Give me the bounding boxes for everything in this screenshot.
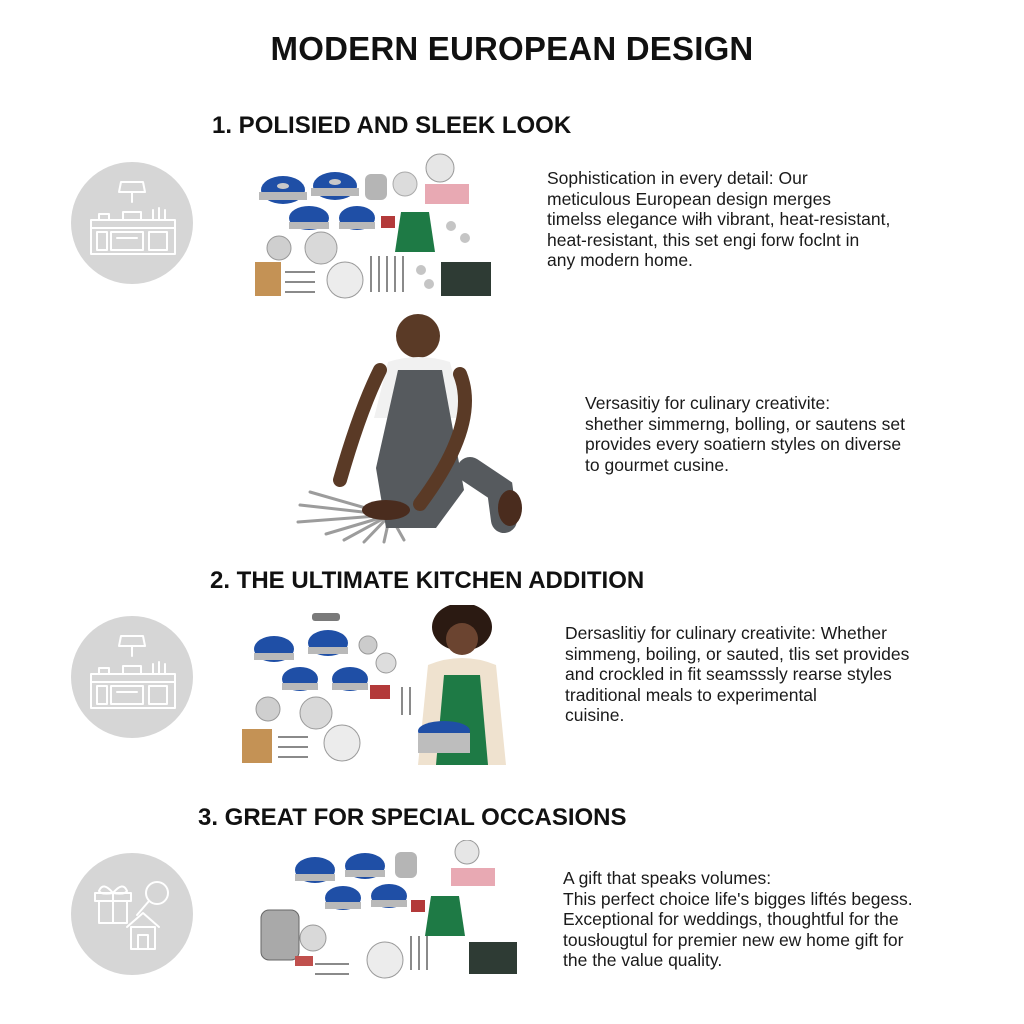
electric-kettle	[261, 910, 299, 960]
gift-and-house-key-icon	[71, 853, 193, 975]
paragraph-line: This perfect choice life's bigges liftés begess.	[563, 888, 913, 909]
section-3-icon-circle	[71, 853, 193, 975]
paragraph-line: Versasitiy for culinary creativite:	[585, 393, 831, 413]
page-title: MODERN EUROPEAN DESIGN	[270, 30, 754, 67]
blue-pot	[339, 206, 375, 230]
paragraph-line: shether simmerng, bolling, or sautens set	[585, 413, 906, 434]
paragraph-line: Sophistication in every detail: Our	[547, 168, 808, 188]
paragraph-line: any modern home.	[547, 250, 693, 270]
cookware-set-photo-1	[245, 152, 495, 307]
section-2-heading: 2. THE ULTIMATE KITCHEN ADDITION	[210, 567, 645, 594]
paragraph-line: Exceptional for weddings, thoughtful for the	[563, 909, 899, 929]
cookware-set-photo-2	[238, 605, 518, 770]
paragraph-line: timelss elegance wiłh vibrant, heat-resistant,	[547, 209, 891, 229]
section-3-paragraph	[563, 868, 913, 971]
paragraph-line: the the value quality.	[563, 950, 723, 970]
blue-pot	[259, 176, 307, 204]
paragraph-line: traditional meals to experimental	[565, 684, 817, 705]
kettle	[395, 852, 417, 878]
paragraph-line: heat-resistant, this set engi forw foclnt in	[547, 229, 860, 250]
paragraph-line: and crockled in fit seamsssly rearse styles	[565, 664, 892, 684]
section-1-icon-circle	[71, 162, 193, 284]
blue-pot	[289, 206, 329, 230]
paragraph-line: Dersaslitiy for culinary creativite: Whether	[565, 623, 887, 643]
paragraph-line: provides every soatiern styles on diverse	[585, 434, 902, 454]
section-1-heading: 1. POLISIED AND SLEEK LOOK	[212, 112, 572, 139]
paragraph-line: to gourmet cusine.	[585, 454, 729, 475]
woman-chef	[418, 605, 506, 765]
section-1-paragraph	[547, 168, 890, 271]
paragraph-line: cuisine.	[565, 705, 625, 725]
section-1-paragraph-2	[585, 393, 905, 475]
cookware-set-photo-3	[255, 840, 520, 990]
paragraph-line: meticulous European design merges	[547, 188, 832, 209]
kettle	[365, 174, 387, 200]
section-3-heading: 3. GREAT FOR SPECIAL OCCASIONS	[198, 804, 627, 831]
kneeling-chef-photo	[290, 300, 530, 550]
section-2-paragraph	[565, 623, 909, 726]
paragraph-line: simmeng, boiling, or sauted, tlis set provides	[565, 643, 910, 664]
paragraph-line: tousłougtul for premier new ew home gift for	[563, 929, 904, 950]
paragraph-line: A gift that speaks volumes:	[563, 868, 772, 888]
kitchen-range-icon	[71, 616, 193, 738]
section-2-icon-circle	[71, 616, 193, 738]
kitchen-range-icon	[71, 162, 193, 284]
green-apron	[395, 212, 435, 252]
blue-pot	[311, 172, 359, 200]
